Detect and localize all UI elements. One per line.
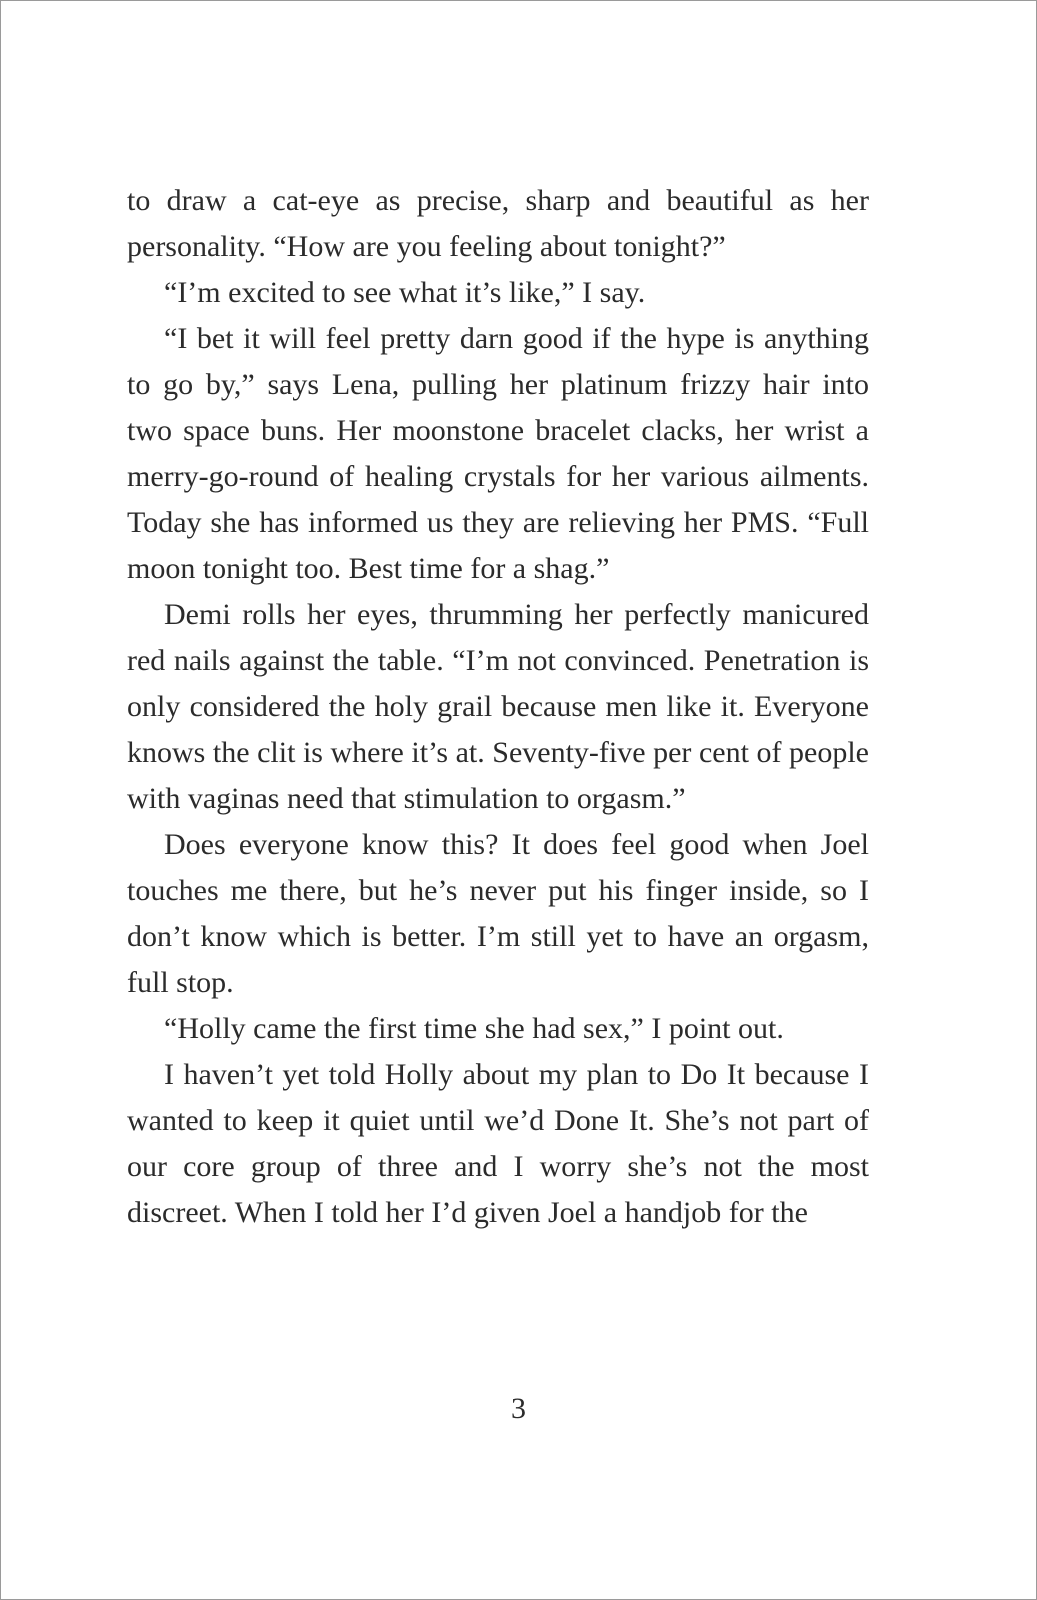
paragraph-7: I haven’t yet told Holly about my plan to Do It because I wanted to keep it quiet until we’d Done It. She’s not part of our core group of three and I worry she’s not the most discreet. When I told her I’d given Joel a handjob for the bbox=[127, 1058, 869, 1229]
paragraph-1: to draw a cat-eye as precise, sharp and beautiful as her personality. “How are you feeling about tonight?” bbox=[127, 184, 869, 263]
paragraph-5: Does everyone know this? It does feel good when Joel touches me there, but he’s never put his finger inside, so I don’t know which is better. I’m still yet to have an orgasm, full stop. bbox=[127, 828, 869, 999]
paragraph-2: “I’m excited to see what it’s like,” I say. bbox=[164, 276, 646, 309]
page-number: 3 bbox=[511, 1392, 526, 1425]
paragraph-4: Demi rolls her eyes, thrumming her perfectly manicured red nails against the table. “I’m not convinced. Penetration is only considered the holy grail because men like it. Everyone knows the clit is where it’s at. Seventy-five per cent of people with vaginas need that stimulation to orgasm.” bbox=[127, 598, 869, 815]
body-text bbox=[127, 178, 869, 1236]
paragraph-3: “I bet it will feel pretty darn good if the hype is anything to go by,” says Lena, pulling her platinum frizzy hair into two space buns. Her moonstone bracelet clacks, her wrist a merry-go-round of healing crystals for her various ailments. Today she has informed us they are relieving her PMS. “Full moon tonight too. Best time for a shag.” bbox=[127, 322, 869, 585]
paragraph-6: “Holly came the first time she had sex,” I point out. bbox=[164, 1012, 784, 1045]
